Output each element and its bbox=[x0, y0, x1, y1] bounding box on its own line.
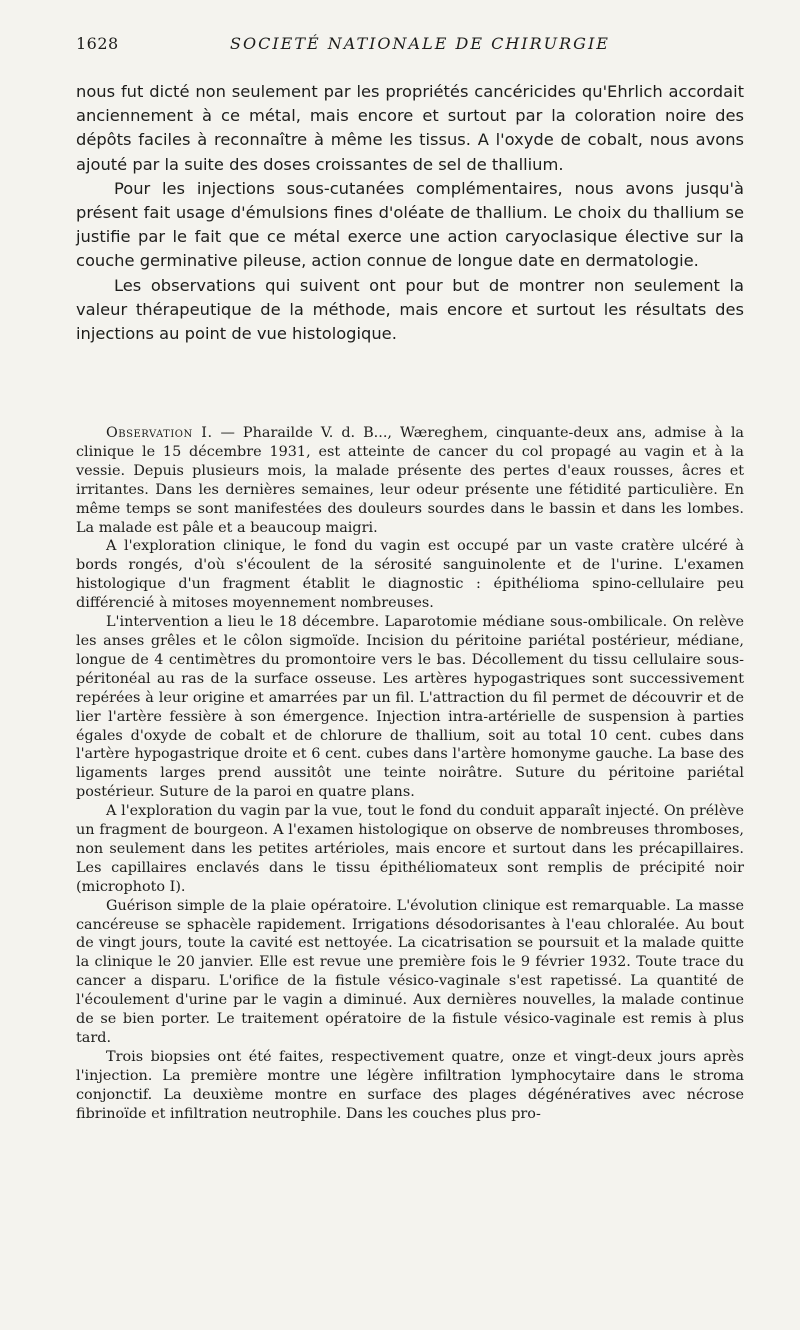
observation-paragraph-1-text: — Pharailde V. d. B..., Wæreghem, cinquante-deux ans, admise à la clinique le 15 décembre 1931, est atteinte de cancer du col propagé au vagin et à la vessie. Depuis plusieurs mois, la malade présente des pertes d'eaux rousses, âcres et irritantes. Dans les dernières semaines, leur odeur présente une fétidité particulière. En même temps se sont manifestées des douleurs sourdes dans le bassin et dans les lombes. La malade est pâle et a beaucoup maigri. bbox=[76, 425, 745, 536]
observation-paragraph-1 bbox=[76, 424, 744, 537]
running-title: SOCIETÉ NATIONALE DE CHIRURGIE bbox=[230, 34, 610, 53]
observation-paragraph-6: Trois biopsies ont été faites, respectivement quatre, onze et vingt-deux jours après l'injection. La première montre une légère infiltration lymphocytaire dans le stroma conjonctif. La deuxième montre en surface des plages dégénératives avec nécrose fibrinoïde et infiltration neutrophile. Dans les couches plus pro- bbox=[76, 1048, 744, 1122]
page-header bbox=[76, 34, 744, 58]
page-number: 1628 bbox=[76, 34, 119, 53]
intro-paragraph-2: Pour les injections sous-cutanées complémentaires, nous avons jusqu'à présent fait usage d'émulsions fines d'oléate de thallium. Le choix du thallium se justifie par le fait que ce métal exerce une action caryoclasique élective sur la couche germinative pileuse, action connue de longue date en dermatologie. bbox=[76, 178, 744, 271]
observation-paragraph-4: A l'exploration du vagin par la vue, tout le fond du conduit apparaît injecté. On prélève un fragment de bourgeon. A l'examen histologique on observe de nombreuses thromboses, non seulement dans les petites artérioles, mais encore et surtout dans les précapillaires. Les capillaires enclavés dans le tissu épithéliomateux sont remplis de précipité noir (microphoto I). bbox=[76, 803, 744, 895]
observation-paragraph-3: L'intervention a lieu le 18 décembre. Laparotomie médiane sous-ombilicale. On relève les anses grêles et le côlon sigmoïde. Incision du péritoine pariétal postérieur, médiane, longue de 4 centimètres du promontoire vers le bas. Décollement du tissu cellulaire sous-péritonéal au ras de la surface osseuse. Les artères hypogastriques sont successivement repérées à leur origine et amarrées par un fil. L'attraction du fil permet de découvrir et de lier l'artère fessière à son émergence. Injection intra-artérielle de suspension à parties égales d'oxyde de cobalt et de chlorure de thallium, soit au total 10 cent. cubes dans l'artère hypogastrique droite et 6 cent. cubes dans l'artère homonyme gauche. La base des ligaments larges prend aussitôt une teinte noirâtre. Suture du péritoine pariétal postérieur. Suture de la paroi en quatre plans. bbox=[76, 614, 744, 801]
intro-paragraph-1: nous fut dicté non seulement par les propriétés cancéricides qu'Ehrlich accordait anciennement à ce métal, mais encore et surtout par la coloration noire des dépôts faciles à reconnaître à même les tissus. A l'oxyde de cobalt, nous avons ajouté par la suite des doses croissantes de sel de thallium. bbox=[76, 82, 744, 174]
intro-paragraph-3: Les observations qui suivent ont pour but de montrer non seulement la valeur thérapeutique de la méthode, mais encore et surtout les résultats des injections au point de vue histologique. bbox=[76, 275, 744, 344]
observation-label: Observation I. bbox=[106, 425, 213, 441]
intro-text bbox=[76, 80, 744, 346]
observation-text bbox=[76, 424, 744, 1124]
observation-paragraph-5: Guérison simple de la plaie opératoire. L'évolution clinique est remarquable. La masse cancéreuse se sphacèle rapidement. Irrigations désodorisantes à l'eau chloralée. Au bout de vingt jours, toute la cavité est nettoyée. La cicatrisation se poursuit et la malade quitte la clinique le 20 janvier. Elle est revue une première fois le 9 février 1932. Toute trace du cancer a disparu. L'orifice de la fistule vésico-vaginale s'est rapetissé. La quantité de l'écoulement d'urine par le vagin a diminué. Aux dernières nouvelles, la malade continue de se bien porter. Le traitement opératoire de la fistule vésico-vaginale est remis à plus tard. bbox=[76, 897, 744, 1046]
observation-paragraph-2: A l'exploration clinique, le fond du vagin est occupé par un vaste cratère ulcéré à bords rongés, d'où s'écoulent de la sérosité sanguinolente et de l'urine. L'examen histologique d'un fragment établit le diagnostic : épithélioma spino-cellulaire peu différencié à mitoses moyennement nombreuses. bbox=[76, 538, 744, 612]
